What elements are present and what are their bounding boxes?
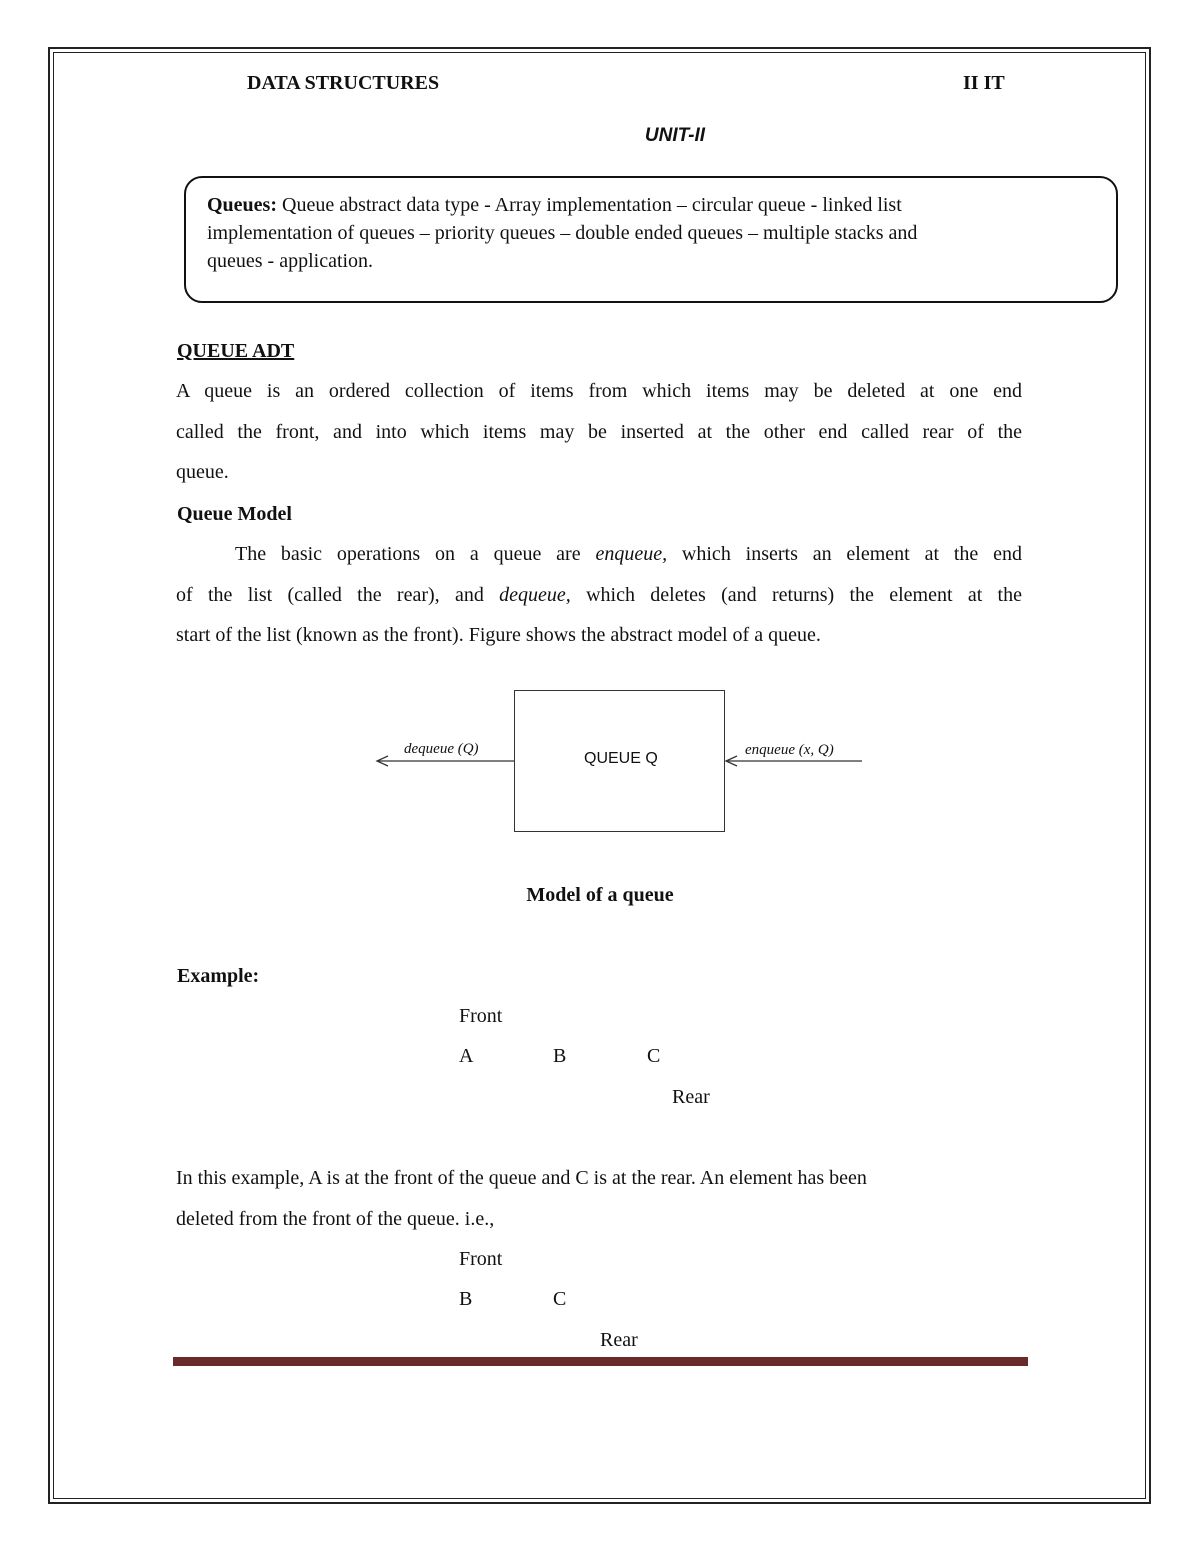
header-subject: DATA STRUCTURES [247,72,440,94]
section-heading: QUEUE ADT [177,340,295,362]
queue-box-label: QUEUE Q [584,750,658,767]
dequeue-label: dequeue (Q) [404,741,479,757]
example-para-line-1: In this example, A is at the front of the queue and C is at the rear. An element has been [176,1167,867,1189]
syllabus-line-2: implementation of queues – priority queues – double ended queues – multiple stacks and [207,222,918,244]
front-label: Front [459,1005,503,1027]
queue2-item-b: B [459,1288,473,1310]
syllabus-box [184,176,1118,303]
rear-label-2: Rear [600,1329,638,1351]
figure-caption: Model of a queue [526,884,674,906]
enqueue-label: enqueue (x, Q) [745,742,834,758]
unit-title: UNIT-II [644,125,706,146]
syllabus-line-1 [207,191,1096,219]
definition-line-1: A queue is an ordered collection of items from which items may be deleted at one end [176,380,1022,402]
queue2-item-c: C [553,1288,567,1310]
rear-label: Rear [672,1086,710,1108]
footer-bar [173,1357,1028,1366]
model-line-3: start of the list (known as the front). Figure shows the abstract model of a queue. [176,624,821,646]
definition-line-2: called the front, and into which items may be inserted at the other end called rear of the [176,421,1022,443]
definition-line-3: queue. [176,461,229,483]
header-class: II IT [963,72,1005,94]
syllabus-label: Queues: [207,194,277,216]
syllabus-text-1: Queue abstract data type - Array implementation – circular queue - linked list [282,194,902,216]
queue-item-b: B [553,1045,567,1067]
queue-item-c: C [647,1045,661,1067]
subheading: Queue Model [177,503,292,525]
example-para-line-2: deleted from the front of the queue. i.e., [176,1208,495,1230]
syllabus-line-3: queues - application. [207,250,374,272]
model-line-1: The basic operations on a queue are enqueue, which inserts an element at the end [235,543,1023,565]
model-line-2: of the list (called the rear), and dequeue, which deletes (and returns) the element at the [176,584,1022,606]
example-label: Example: [177,965,260,987]
queue-item-a: A [459,1045,474,1067]
front-label-2: Front [459,1248,503,1270]
